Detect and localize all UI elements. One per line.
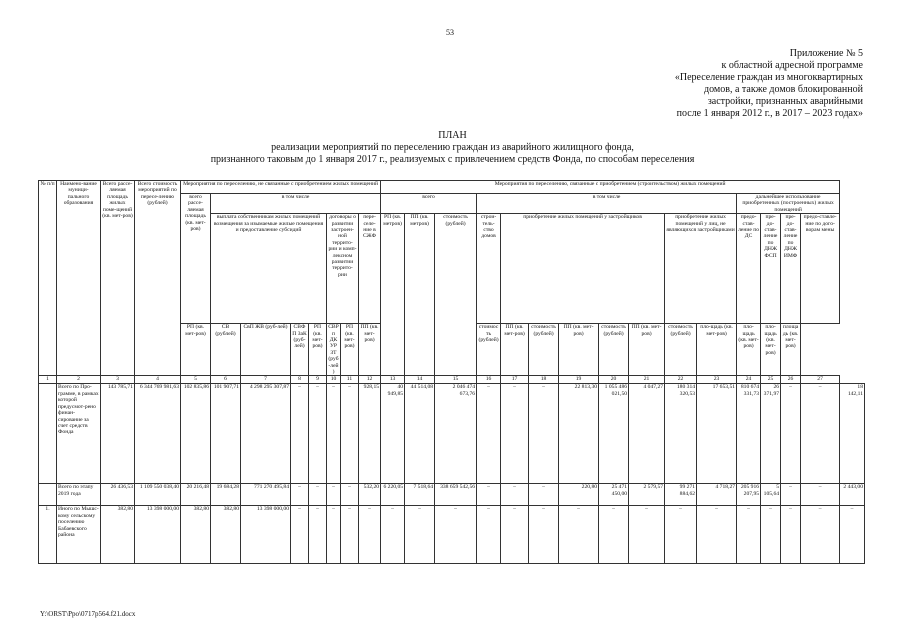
table-cell: 180 314 320,53 <box>665 384 697 484</box>
header-sv: СВ (рублей) <box>211 324 241 376</box>
table-cell: – <box>801 484 840 506</box>
table-cell: – <box>629 506 665 564</box>
table-cell: – <box>381 506 405 564</box>
column-number: 27 <box>801 376 840 384</box>
column-number: 21 <box>629 376 665 384</box>
header-pp: ПП (кв. метров) <box>405 214 435 376</box>
column-number: 15 <box>435 376 477 384</box>
column-number: 20 <box>599 376 629 384</box>
table-cell: 2 579,57 <box>629 484 665 506</box>
column-number: 5 <box>181 376 211 384</box>
header-group-a: Мероприятия по переселению, не связанные с приобретением жилых помещений <box>181 181 381 194</box>
column-number: 19 <box>559 376 599 384</box>
table-cell: 4 047,27 <box>629 384 665 484</box>
table-cell: 2 443,00 <box>840 484 865 506</box>
appendix-block <box>543 48 863 120</box>
table-cell: 22 813,30 <box>559 384 599 484</box>
table-cell: 20 216,48 <box>181 484 211 506</box>
table-cell: – <box>477 484 501 506</box>
table-cell: – <box>341 484 359 506</box>
appendix-line: после 1 января 2012 г., в 2017 – 2023 годах» <box>676 108 863 119</box>
table-cell: – <box>559 506 599 564</box>
table-cell: 205 916 207,95 <box>737 484 761 506</box>
table-cell: – <box>529 506 559 564</box>
table-cell: 2 046 474 673,76 <box>435 384 477 484</box>
title-line: реализации мероприятий по переселению граждан из аварийного жилищного фонда, <box>271 142 634 153</box>
column-number: 4 <box>135 376 181 384</box>
header-area2: пло-щадь (кв. мет-ров) <box>737 324 761 376</box>
column-number: 13 <box>381 376 405 384</box>
table-cell: 382,80 <box>101 506 135 564</box>
column-number: 22 <box>665 376 697 384</box>
table-cell: 4 298 295 307,87 <box>241 384 291 484</box>
header-area1: пло-щадь (кв. мет-ров) <box>697 324 737 376</box>
header-svp-zhv: СвП ЖВ (руб-лей) <box>241 324 291 376</box>
header-a-incl: в том числе <box>211 194 381 214</box>
column-number: 26 <box>781 376 801 384</box>
document-title <box>0 130 905 166</box>
column-number: 3 <box>101 376 135 384</box>
plan-table <box>38 180 865 564</box>
table-cell: – <box>781 506 801 564</box>
page-number: 53 <box>446 28 454 37</box>
table-cell: 7 518,64 <box>405 484 435 506</box>
title-line: ПЛАН <box>438 130 467 141</box>
header-a-dev: договоры о развитии застроен-ной террито-рии и комп-лексном развитии террито-рии <box>327 214 359 324</box>
table-cell: – <box>405 506 435 564</box>
table-cell: 532,20 <box>359 484 381 506</box>
header-pp3: ПП (кв. мет-ров) <box>629 324 665 376</box>
header-b-further: дальнейшее использование приобретенных (построенных) жилых помещений <box>737 194 840 214</box>
column-number-row <box>39 376 865 384</box>
table-cell: 1 109 550 038,40 <box>135 484 181 506</box>
table-cell: 1 055 486 021,50 <box>599 384 629 484</box>
appendix-line: домов, а также домов блокированной <box>704 84 863 95</box>
table-cell: 25 471 450,00 <box>599 484 629 506</box>
header-b-prov2: пре-до-став-ление по ДНЖ ФСП <box>761 214 781 324</box>
table-cell: 6 220,05 <box>381 484 405 506</box>
table-cell: 143 785,71 <box>101 384 135 484</box>
header-pp-s2: ПП (кв. мет-ров) <box>559 324 599 376</box>
table-cell: – <box>737 506 761 564</box>
header-pp-s: ПП (кв. мет-ров) <box>501 324 529 376</box>
table-cell: – <box>341 384 359 484</box>
header-b-incl: в том числе <box>477 194 737 214</box>
table-cell: 338 659 542,56 <box>435 484 477 506</box>
header-cost-s3: стоимость (рублей) <box>599 324 629 376</box>
column-number: 1 <box>39 376 57 384</box>
table-cell: – <box>435 506 477 564</box>
header-pp2: ПП (кв. мет-ров) <box>359 324 381 376</box>
table-cell: – <box>501 484 529 506</box>
header-total-area: Всего рассе-ляемая площадь жилых поме-щений (кв. мет-ров) <box>101 181 135 376</box>
table-cell: 771 270 495,84 <box>241 484 291 506</box>
table-cell: – <box>309 506 327 564</box>
table-cell: – <box>599 506 629 564</box>
column-number: 12 <box>359 376 381 384</box>
header-b-prov3: пре-до-став-ление по ДНЖ ИМФ <box>781 214 801 324</box>
header-total-cost: Всего стоимость мероприятий по пересе-лению (рублей) <box>135 181 181 376</box>
column-number: 9 <box>309 376 327 384</box>
header-cost: стоимость (рублей) <box>435 214 477 376</box>
appendix-line: к областной адресной программе <box>721 60 863 71</box>
table-cell: – <box>291 484 309 506</box>
table-cell: – <box>477 384 501 484</box>
table-cell: 13 398 000,00 <box>241 506 291 564</box>
header-svf-zak: СВФП ЗаК (руб-лей) <box>291 324 309 376</box>
row-number-cell <box>39 384 57 484</box>
header-rp4: РП (кв. метров) <box>381 214 405 376</box>
table-cell: 26 436,53 <box>101 484 135 506</box>
header-cost3: стоимость (рублей) <box>665 324 697 376</box>
header-cost-s2: стоимость (рублей) <box>529 324 559 376</box>
table-cell: 26 371,97 <box>761 384 781 484</box>
row-name-cell: Иного по Мышс-кому сельскому поселению Бабаевского района <box>57 506 101 564</box>
row-name-cell: Всего по Про-грамме, в рамках которой предусмот-рено финан-сирование за счет средств Фонда <box>57 384 101 484</box>
header-rp: РП (кв. мет-ров) <box>181 324 211 376</box>
table-cell: 17 653,51 <box>697 384 737 484</box>
table-cell: – <box>309 384 327 484</box>
table-cell: 810 674 331,73 <box>737 384 761 484</box>
column-number: 14 <box>405 376 435 384</box>
table-cell: 13 398 000,00 <box>135 506 181 564</box>
table-cell: – <box>781 384 801 484</box>
table-cell: 4 718,27 <box>697 484 737 506</box>
header-a-payout: выплата собственникам жилых помещений возмещения за изымаемые жилые помещения и предоставление субсидий <box>211 214 327 324</box>
table-cell: 928,15 <box>359 384 381 484</box>
table-cell: 18 142,11 <box>840 384 865 484</box>
table-cell: – <box>529 384 559 484</box>
header-b-total: всего <box>381 194 477 214</box>
row-number-cell <box>39 484 57 506</box>
table-cell: 19 684,28 <box>211 484 241 506</box>
header-row <box>39 181 865 194</box>
column-number: 17 <box>501 376 529 384</box>
table-cell: – <box>761 506 781 564</box>
table-row <box>39 384 865 484</box>
row-number-cell: 1. <box>39 506 57 564</box>
table-cell: – <box>309 484 327 506</box>
table-cell: – <box>529 484 559 506</box>
column-number: 11 <box>341 376 359 384</box>
appendix-line: Приложение № 5 <box>789 48 863 59</box>
column-number: 10 <box>327 376 341 384</box>
header-b-acq: приобретение жилых помещений у застройщиков <box>501 214 665 324</box>
title-line: признанного таковым до 1 января 2017 г., реализуемых с привлечением средств Фонда, по способам переселения <box>210 154 695 165</box>
appendix-line: «Переселение граждан из многоквартирных <box>674 72 863 83</box>
table-cell: 382,80 <box>211 506 241 564</box>
column-number: 8 <box>291 376 309 384</box>
table-cell: – <box>477 506 501 564</box>
table-cell: – <box>801 506 840 564</box>
header-b-acq-oth: приобретение жилых помещений у лиц, не являющихся застройщиками <box>665 214 737 324</box>
header-group-b: Мероприятия по переселению, связанные с приобретением (строительством) жилых помещений <box>381 181 840 194</box>
header-rp2: РП (кв. мет-ров) <box>309 324 327 376</box>
column-number: 6 <box>211 376 241 384</box>
header-no: № п/п <box>39 181 57 376</box>
table-row <box>39 506 865 564</box>
table-cell: – <box>781 484 801 506</box>
table-cell: 40 949,85 <box>381 384 405 484</box>
column-number: 16 <box>477 376 501 384</box>
appendix-line: застройки, признанных аварийными <box>707 96 863 107</box>
header-mun: Наимено-вание муници-пального образования <box>57 181 101 376</box>
header-svr-dkur: СВРп ДКУР ЗТ (руб-лей) <box>328 324 339 376</box>
table-cell: – <box>501 506 529 564</box>
table-cell: 220,80 <box>559 484 599 506</box>
column-number: 18 <box>529 376 559 384</box>
table-cell: – <box>341 506 359 564</box>
column-number: 25 <box>761 376 781 384</box>
column-number: 7 <box>241 376 291 384</box>
table-cell: – <box>665 506 697 564</box>
table-cell: – <box>327 506 341 564</box>
table-cell: – <box>327 384 341 484</box>
table-cell: – <box>801 384 840 484</box>
table-cell: 101 907,71 <box>211 384 241 484</box>
table-cell: – <box>501 384 529 484</box>
table-cell: 6 344 769 981,63 <box>135 384 181 484</box>
table-cell: 5 105,64 <box>761 484 781 506</box>
row-name-cell: Всего по этапу 2019 года <box>57 484 101 506</box>
table-cell: – <box>291 506 309 564</box>
table-cell: 102 835,86 <box>181 384 211 484</box>
column-number: 24 <box>737 376 761 384</box>
header-b-build: строи-тель-ство домов <box>477 214 501 324</box>
header-cost-s: стоимость (рублей) <box>477 324 501 376</box>
header-rp3: РП (кв. мет-ров) <box>341 324 359 376</box>
header-b-prov: предо-став-ление по ДС <box>737 214 761 324</box>
table-cell: – <box>840 506 865 564</box>
header-area3: пло-щадь (кв. мет-ров) <box>761 324 781 376</box>
header-b-prov4: предо-ставле-ние по дого-ворам мены <box>801 214 840 324</box>
table-cell: 44 514,08 <box>405 384 435 484</box>
table-cell: 99 271 884,62 <box>665 484 697 506</box>
header-area4: площадь (кв. мет-ров) <box>781 324 801 376</box>
table-cell: – <box>327 484 341 506</box>
header-a-total: всего рассе-ляемая площадь (кв. мет-ров) <box>181 194 211 324</box>
table-cell: – <box>359 506 381 564</box>
header-a-reset: пере-селе-ние в СЖФ <box>359 214 381 324</box>
table-cell: – <box>697 506 737 564</box>
file-path-footer: Y:\ORST\Ppo\0717p564.f21.docx <box>40 610 136 618</box>
table-cell: – <box>291 384 309 484</box>
table-row <box>39 484 865 506</box>
column-number: 2 <box>57 376 101 384</box>
column-number: 23 <box>697 376 737 384</box>
table-cell: 382,80 <box>181 506 211 564</box>
